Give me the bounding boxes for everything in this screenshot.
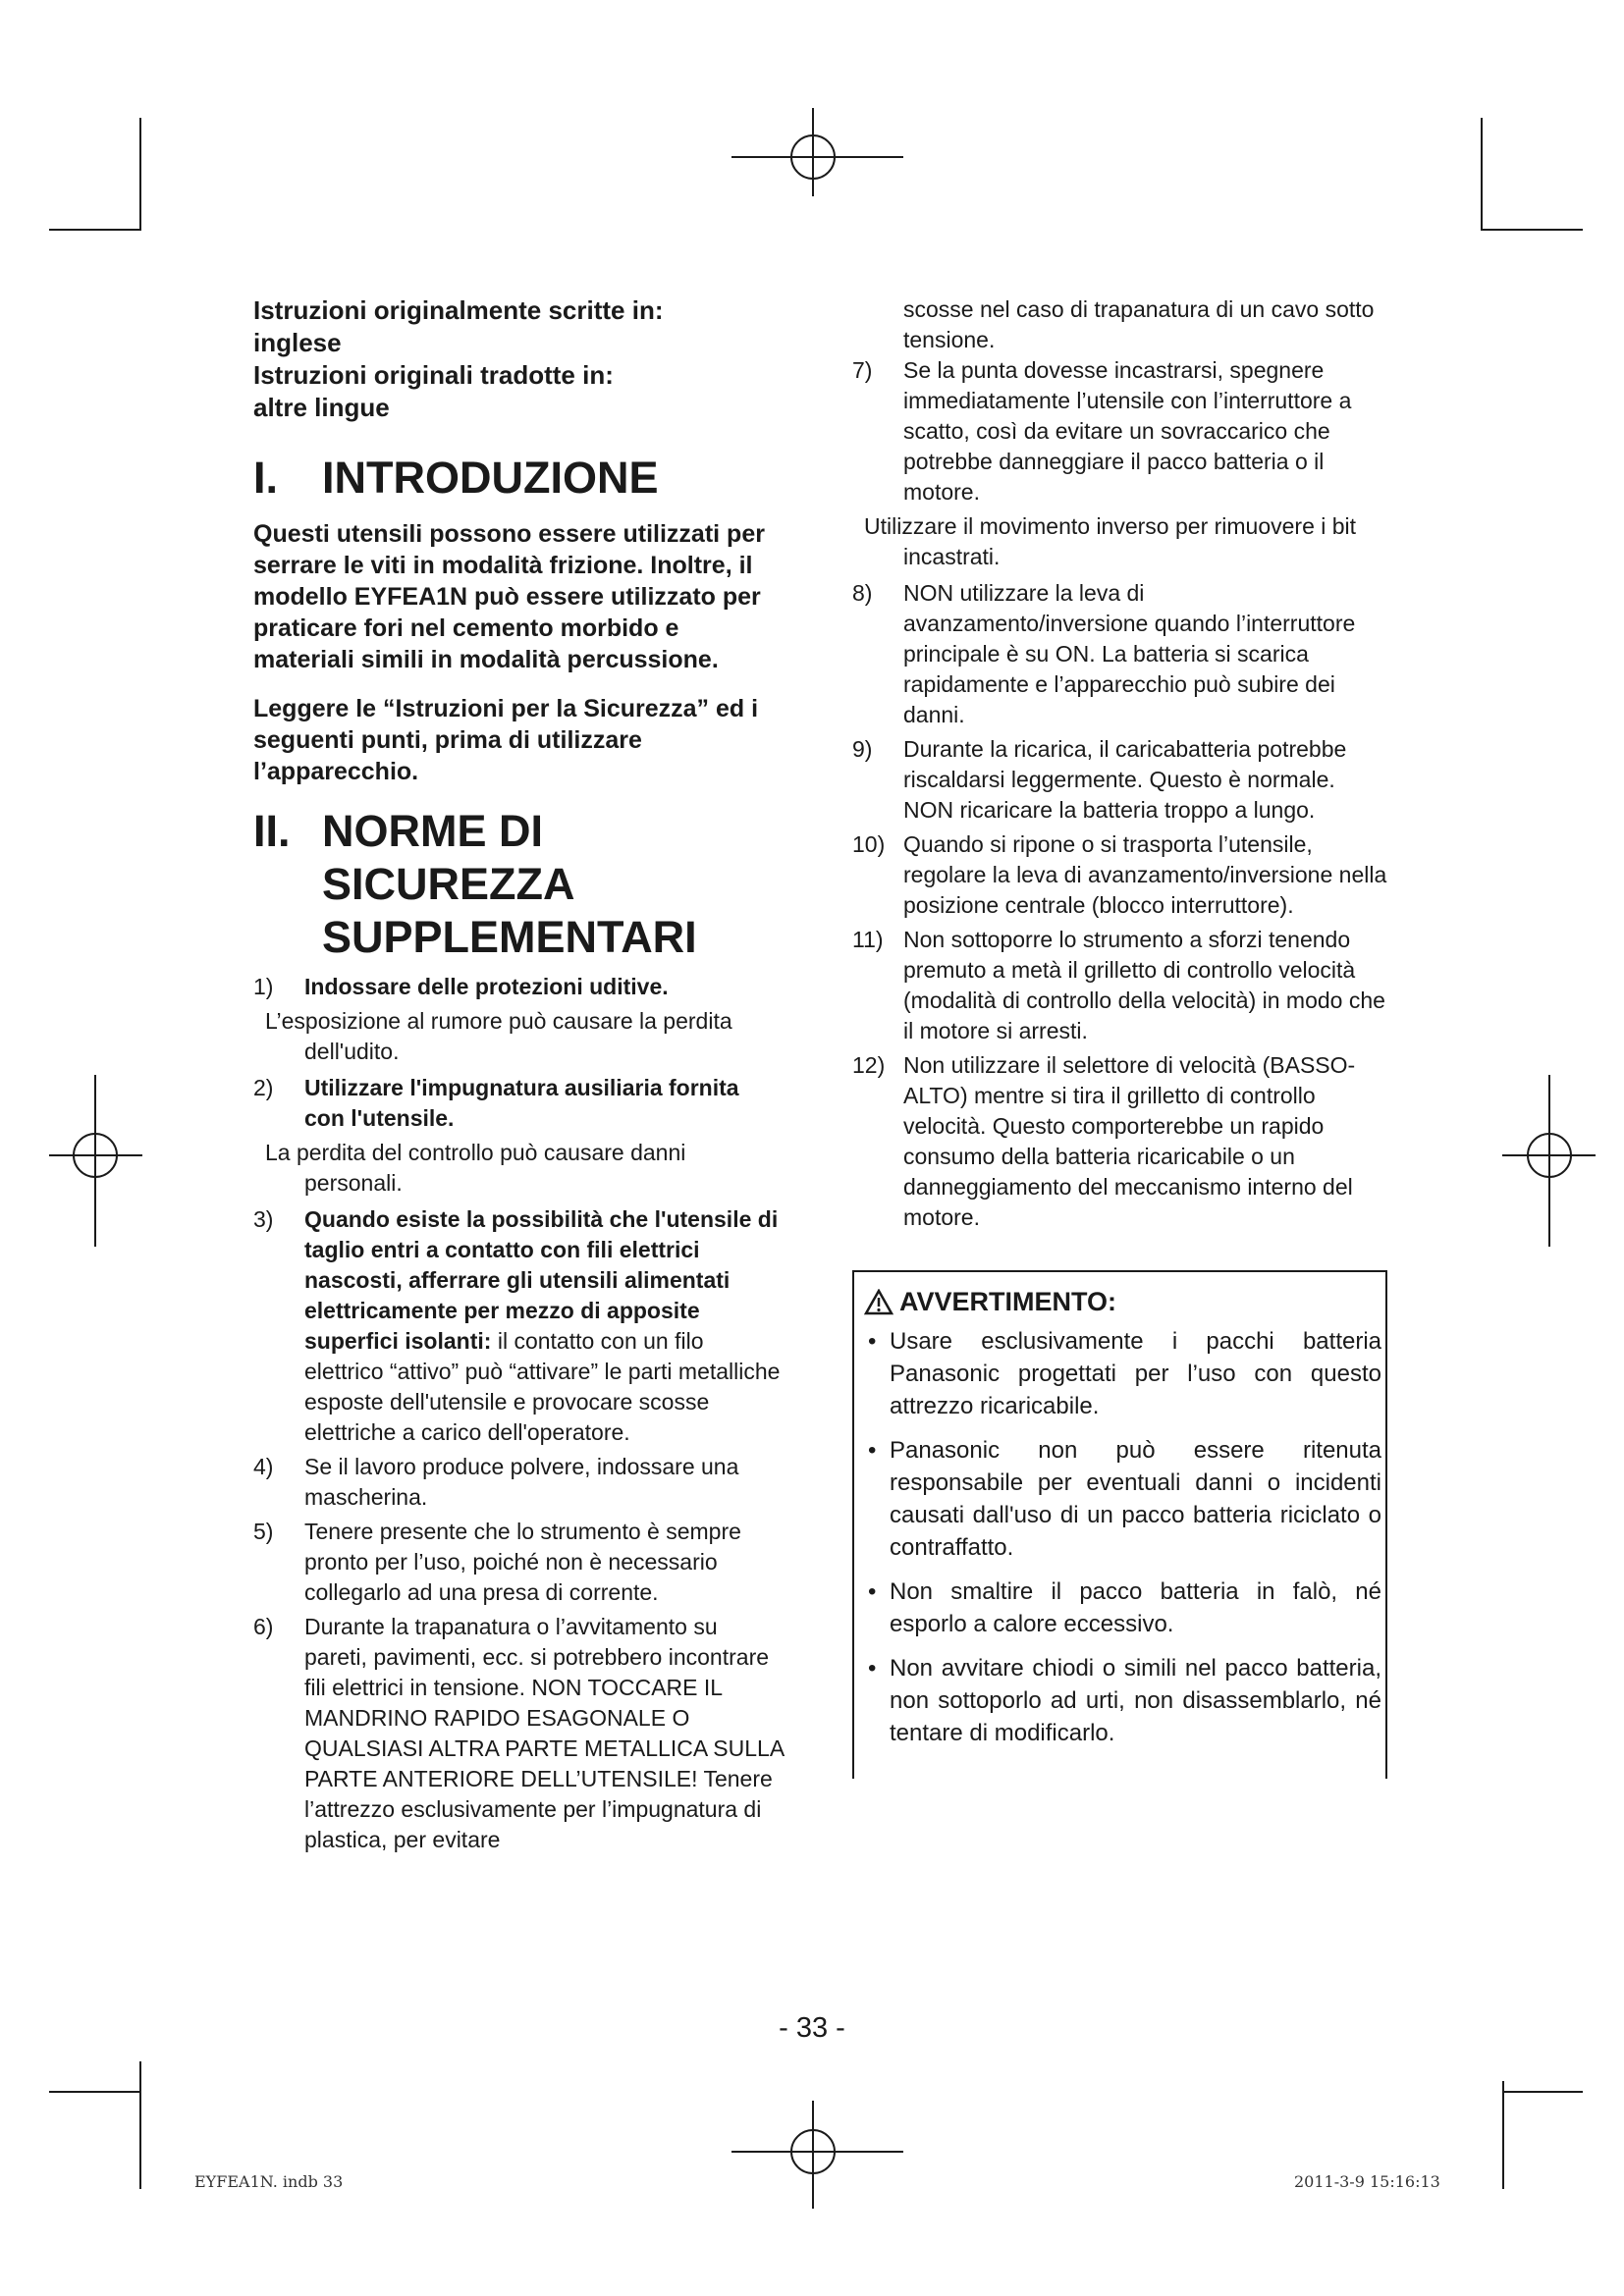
registration-mark-icon <box>1502 1075 1596 1247</box>
item-text: Durante la ricarica, il caricabatteria potrebbe riscaldarsi leggermente. Questo è normale. NON ricaricare la batteria troppo a lungo. <box>903 736 1347 823</box>
item-number: 4) <box>253 1454 274 1479</box>
item-text: Non sottoporre lo strumento a sforzi tenendo premuto a metà il grilletto di controllo velocità (modalità di controllo della velocità) in modo che il motore si arresti. <box>903 927 1385 1043</box>
warning-item: • Usare esclusivamente i pacchi batteria Panasonic progettati per l’uso con questo attrezzo ricaricabile. <box>864 1325 1381 1422</box>
item-bold-text: Quando esiste la possibilità che l'utensile di taglio entri a contatto con fili elettrici nascosti, afferrare gli utensili alimentati elettricamente per mezzo di apposite superfici isolanti: <box>304 1206 779 1354</box>
warning-title <box>864 1284 1381 1319</box>
crop-mark <box>1502 2081 1504 2189</box>
warning-item: • Panasonic non può essere ritenuta responsabile per eventuali danni o incidenti causati dall'uso di un pacco batteria riciclato o contraffatto. <box>864 1434 1381 1564</box>
item-note: La perdita del controllo può causare danni personali. <box>265 1140 686 1196</box>
item-number: 6) <box>253 1614 274 1639</box>
footer-file-name: EYFEA1N. indb 33 <box>194 2172 344 2191</box>
section-heading-introduction <box>253 452 784 505</box>
original-language-info <box>253 294 784 424</box>
crop-mark <box>49 229 141 231</box>
warning-triangle-icon <box>864 1289 893 1315</box>
list-item <box>852 1050 1387 1233</box>
item-text: Durante la trapanatura o l’avvitamento su pareti, pavimenti, ecc. si potrebbero incontrare fili elettrici in tensione. NON TOCCARE IL MANDRINO RAPIDO ESAGONALE O QUALSIASI ALTRA PARTE METALLICA SULLA PARTE ANTERIORE DELL’UTENSILE! Tenere l’attrezzo esclusivamente per l’impugnatura di plastica, per evitare <box>304 1614 784 1852</box>
item-text: Non utilizzare il selettore di velocità (BASSO-ALTO) mentre si tira il grilletto di controllo velocità. Questo comporterebbe un rapido consumo della batteria ricaricabile o un danneggiamento del meccanismo interno del motore. <box>903 1052 1356 1230</box>
left-column <box>253 294 784 1859</box>
list-item <box>253 1073 784 1134</box>
warning-title-text: AVVERTIMENTO: <box>899 1287 1117 1316</box>
registration-mark-icon <box>731 2101 903 2209</box>
list-item <box>253 972 784 1002</box>
item-number: 2) <box>253 1075 274 1100</box>
item-text: Se il lavoro produce polvere, indossare una mascherina. <box>304 1454 739 1510</box>
item-number: 12) <box>852 1052 886 1078</box>
warning-item: • Non smaltire il pacco batteria in falò, né esporlo a calore eccessivo. <box>864 1575 1381 1640</box>
warning-item: • Non avvitare chiodi o simili nel pacco batteria, non sottoporlo ad urti, non disassemblarlo, né tentare di modificarlo. <box>864 1652 1381 1749</box>
crop-mark <box>49 2091 141 2093</box>
list-item <box>253 1204 784 1448</box>
item-number: 7) <box>852 357 873 383</box>
section-heading-safety <box>253 805 784 964</box>
crop-mark <box>1481 229 1583 231</box>
item-text: Se la punta dovesse incastrarsi, spegnere immediatamente l’utensile con l’interruttore a scatto, così da evitare un sovraccarico che potrebbe danneggiare il pacco batteria o il motore. <box>903 357 1352 505</box>
list-item <box>253 1612 784 1855</box>
footer-timestamp: 2011-3-9 15:16:13 <box>1294 2172 1440 2191</box>
item-number: 1) <box>253 974 274 999</box>
original-language-label: Istruzioni originalmente scritte in: <box>253 295 664 325</box>
intro-paragraph: Leggere le “Istruzioni per la Sicurezza” ed i seguenti punti, prima di utilizzare l’apparecchio. <box>253 695 759 785</box>
list-item <box>852 925 1387 1046</box>
right-column <box>852 294 1387 1779</box>
item-text: Quando si ripone o si trasporta l’utensile, regolare la leva di avanzamento/inversione nella posizione centrale (blocco interruttore). <box>903 831 1387 918</box>
item-number: 10) <box>852 831 886 857</box>
item-note: Utilizzare il movimento inverso per rimuovere i bit incastrati. <box>864 513 1357 569</box>
original-language-value: inglese <box>253 328 342 357</box>
crop-mark <box>1502 2091 1583 2093</box>
item-note: L’esposizione al rumore può causare la perdita dell'udito. <box>265 1008 732 1064</box>
item-number: 5) <box>253 1519 274 1544</box>
list-item <box>852 578 1387 730</box>
page-number: - 33 - <box>779 2012 845 2044</box>
item-number: 8) <box>852 580 873 606</box>
list-item <box>253 1517 784 1608</box>
item-bold-text: Utilizzare l'impugnatura ausiliaria fornita con l'utensile. <box>304 1075 739 1131</box>
item-number: 9) <box>852 736 873 762</box>
item-text: il contatto con un filo elettrico “attivo” può “attivare” le parti metalliche esposte dell'utensile e provocare scosse elettriche a carico dell'operatore. <box>304 1328 781 1445</box>
list-item <box>852 734 1387 826</box>
list-item <box>253 1452 784 1513</box>
list-item <box>852 829 1387 921</box>
item-text: Tenere presente che lo strumento è sempre pronto per l’uso, poiché non è necessario collegarlo ad una presa di corrente. <box>304 1519 741 1605</box>
section-number: I. <box>253 453 279 503</box>
section-title: NORME DI SICUREZZA SUPPLEMENTARI <box>322 806 697 962</box>
intro-paragraph: Questi utensili possono essere utilizzati per serrare le viti in modalità frizione. Inoltre, il modello EYFEA1N può essere utilizzato per praticare fori nel cemento morbido e materiali simili in modalità percussione. <box>253 520 765 673</box>
crop-mark <box>1481 118 1483 231</box>
registration-mark-icon <box>731 108 903 196</box>
translated-language-label: Istruzioni originali tradotte in: <box>253 360 614 390</box>
warning-list <box>864 1325 1381 1749</box>
item-continuation: scosse nel caso di trapanatura di un cavo sotto tensione. <box>903 296 1375 352</box>
section-title: INTRODUZIONE <box>322 453 659 503</box>
crop-mark <box>139 118 141 231</box>
registration-mark-icon <box>49 1075 142 1247</box>
translated-language-value: altre lingue <box>253 393 390 422</box>
crop-mark <box>139 2061 141 2189</box>
item-number: 3) <box>253 1206 274 1232</box>
item-number: 11) <box>852 927 884 952</box>
section-number: II. <box>253 806 291 856</box>
item-bold-text: Indossare delle protezioni uditive. <box>304 974 669 999</box>
item-text: NON utilizzare la leva di avanzamento/inversione quando l’interruttore principale è su ON. La batteria si scarica rapidamente e l’apparecchio può subire dei danni. <box>903 580 1356 727</box>
warning-box <box>852 1270 1387 1779</box>
list-item <box>852 355 1387 507</box>
